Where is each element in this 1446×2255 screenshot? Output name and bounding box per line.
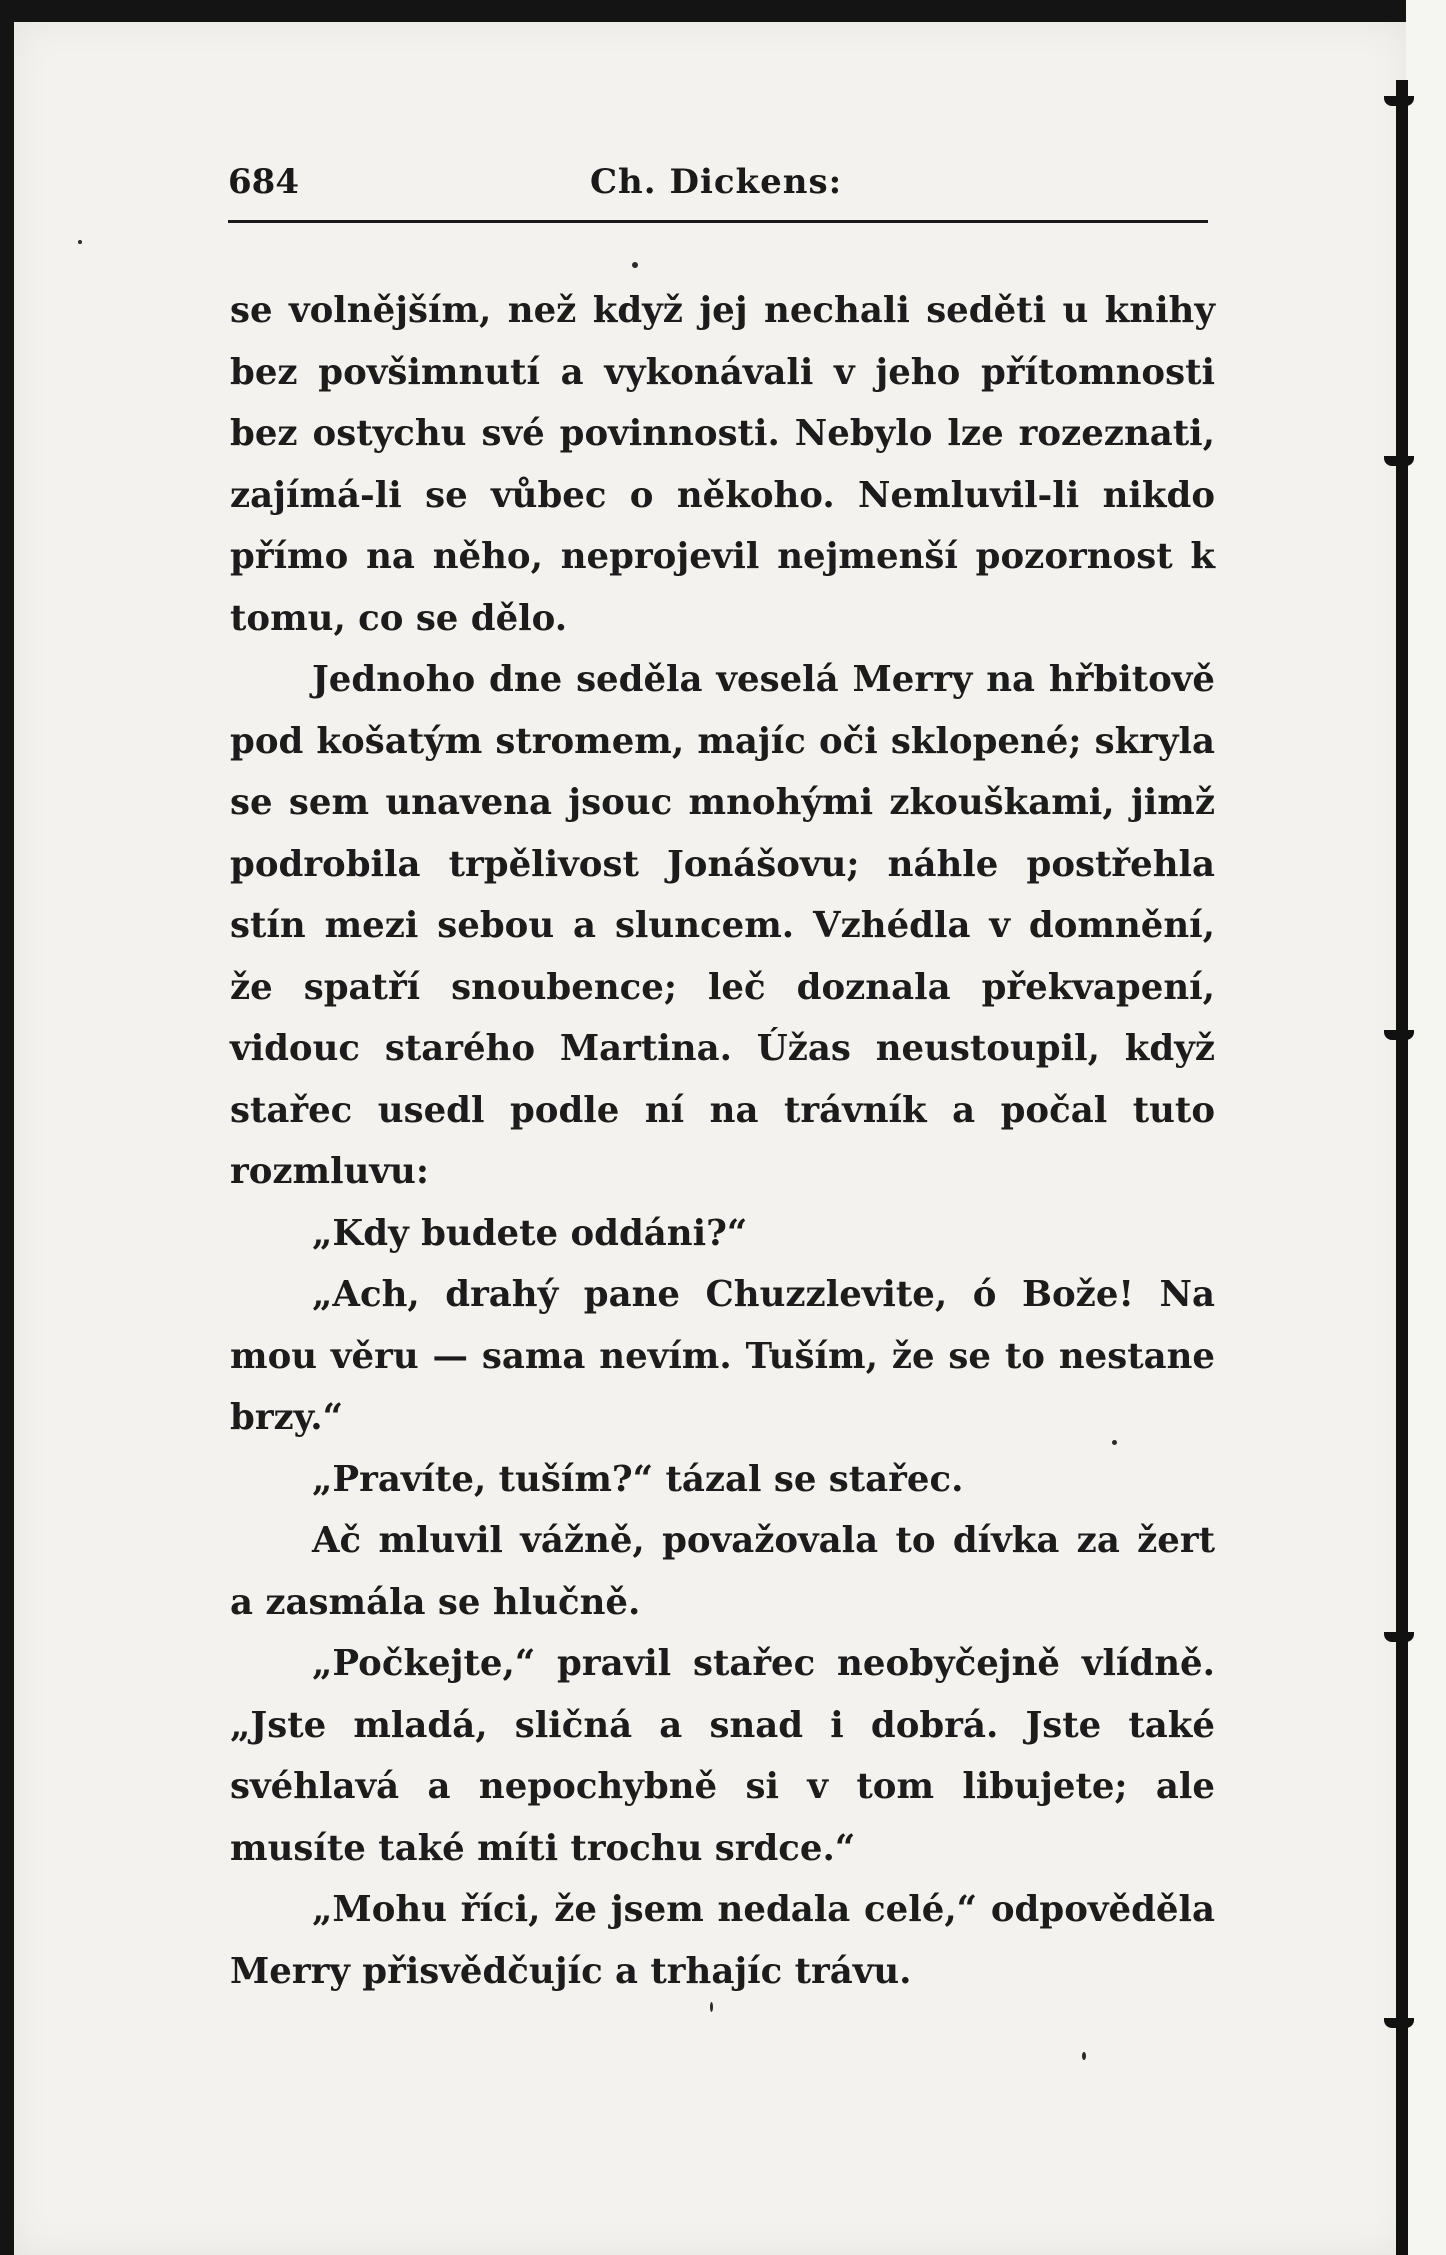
paper-speck bbox=[1112, 1440, 1117, 1445]
binding-notch bbox=[1384, 96, 1414, 106]
binding-notch bbox=[1384, 2018, 1414, 2028]
paragraph: „Počkejte,“ pravil stařec neobyčejně vlídně. „Jste mladá, sličná a snad i dobrá. Jste také svéhlavá a nepochybně si v tom libujete; ale musíte také míti trochu srdce.“ bbox=[230, 1643, 1215, 1869]
header-rule bbox=[228, 220, 1208, 223]
paper-speck bbox=[1082, 2052, 1086, 2060]
paragraph: Jednoho dne seděla veselá Merry na hřbitově pod košatým stromem, majíc oči sklopené; skryla se sem unavena jsouc mnohými zkouškami, jimž podrobila trpělivost Jonášovu; náhle postřehla stín mezi sebou a sluncem. Vzhédla v domnění, že spatří snoubence; leč doznala překvapení, vidouc starého Martina. Úžas neustoupil, když stařec usedl podle ní na trávník a počal tuto rozmluvu: bbox=[230, 659, 1215, 1192]
paragraph: „Ach, drahý pane Chuzzlevite, ó Bože! Na mou věru — sama nevím. Tuším, že se to nestane brzy.“ bbox=[230, 1274, 1215, 1438]
binding-notch bbox=[1384, 1632, 1414, 1642]
paper-speck bbox=[78, 240, 82, 244]
paragraph: „Mohu říci, že jsem nedala celé,“ odpověděla Merry přisvědčujíc a trhajíc trávu. bbox=[230, 1889, 1215, 1992]
paper-speck bbox=[632, 262, 638, 268]
binding-notch bbox=[1384, 1030, 1414, 1040]
paragraph: „Kdy budete oddáni?“ bbox=[312, 1212, 748, 1254]
paragraph: se volnějším, než když jej nechali seděti u knihy bez povšimnutí a vykonávali v jeho přítomnosti bez ostychu své povinnosti. Nebylo lze rozeznati, zajímá-li se vůbec o někoho. Nemluvil-li nikdo přímo na něho, neprojevil nejmenší pozornost k tomu, co se dělo. bbox=[230, 290, 1215, 639]
binding-notch bbox=[1384, 456, 1414, 466]
running-title: Ch. Dickens: bbox=[590, 162, 843, 202]
running-head bbox=[228, 162, 1208, 212]
page-edge bbox=[1406, 0, 1446, 2255]
body-text bbox=[230, 280, 1215, 2002]
binding-edge bbox=[1396, 80, 1408, 2255]
paper-speck bbox=[710, 2002, 713, 2012]
page-number: 684 bbox=[228, 162, 299, 202]
paragraph: „Pravíte, tuším?“ tázal se stařec. bbox=[312, 1458, 964, 1500]
paragraph: Ač mluvil vážně, považovala to dívka za žert a zasmála se hlučně. bbox=[230, 1520, 1215, 1623]
